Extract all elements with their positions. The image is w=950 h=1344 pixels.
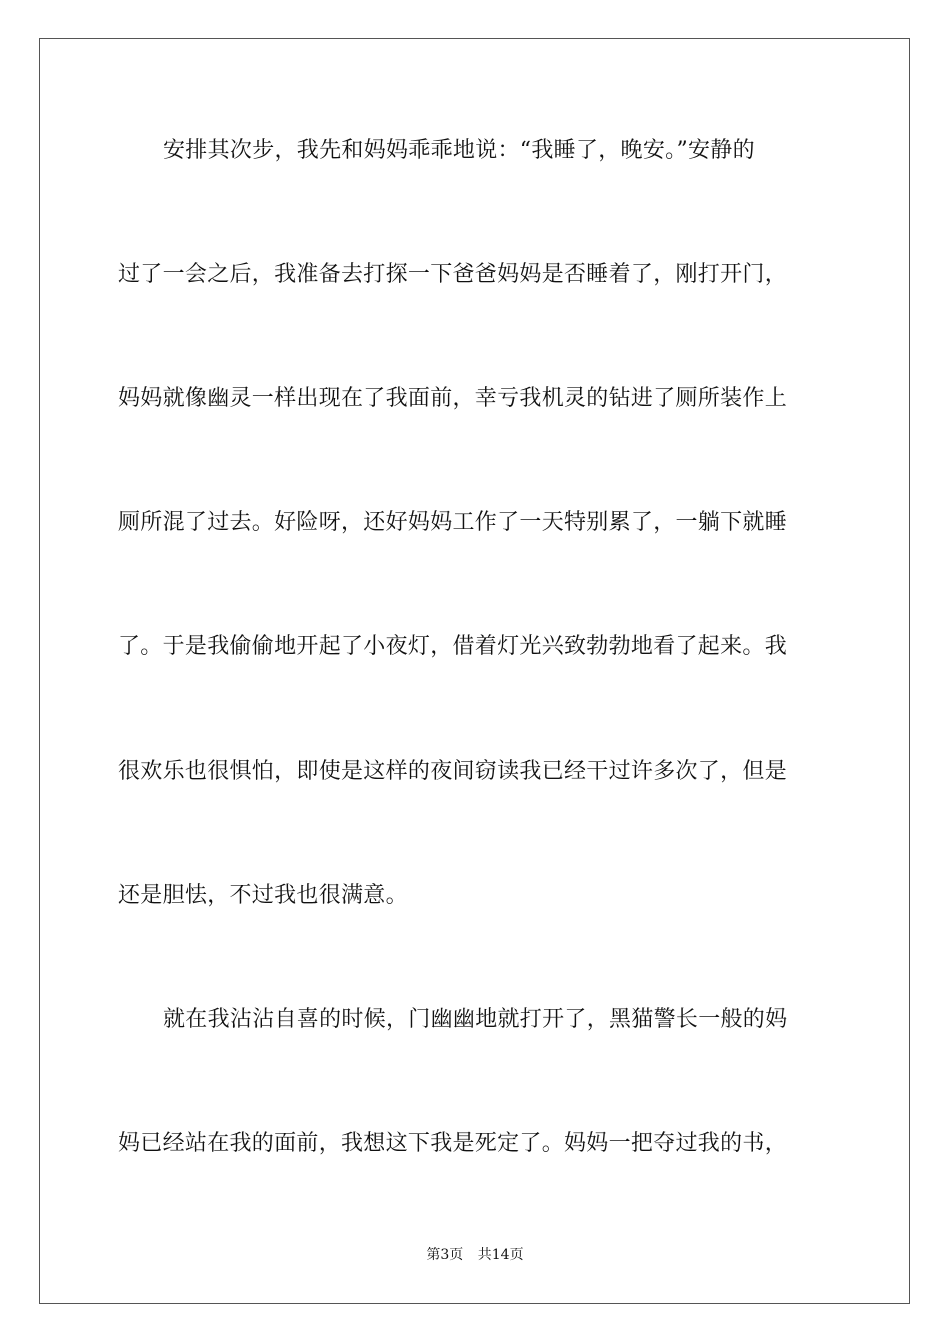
paragraph-line: 很欢乐也很惧怕，即使是这样的夜间窃读我已经干过许多次了，但是: [118, 759, 788, 784]
paragraph-line: 还是胆怯，不过我也很满意。: [118, 883, 408, 908]
paragraph-line: 妈已经站在我的面前，我想这下我是死定了。妈妈一把夺过我的书，: [118, 1131, 788, 1156]
paragraph-line: 厕所混了过去。好险呀，还好妈妈工作了一天特别累了，一躺下就睡: [118, 510, 788, 535]
page-footer: [0, 1246, 950, 1264]
paragraph-line: 就在我沾沾自喜的时候，门幽幽地就打开了，黑猫警长一般的妈: [163, 1007, 788, 1032]
page-number: 第3页: [426, 1247, 464, 1263]
page-total: 共14页: [477, 1247, 524, 1263]
paragraph-line: 安排其次步，我先和妈妈乖乖地说：“我睡了，晚安。”安静的: [163, 138, 755, 163]
paragraph-line: 了。于是我偷偷地开起了小夜灯，借着灯光兴致勃勃地看了起来。我: [118, 634, 788, 659]
paragraph-line: 过了一会之后，我准备去打探一下爸爸妈妈是否睡着了，刚打开门，: [118, 262, 788, 287]
paragraph-line: 妈妈就像幽灵一样出现在了我面前，幸亏我机灵的钻进了厕所装作上: [118, 386, 788, 411]
page-border: [39, 38, 910, 1304]
